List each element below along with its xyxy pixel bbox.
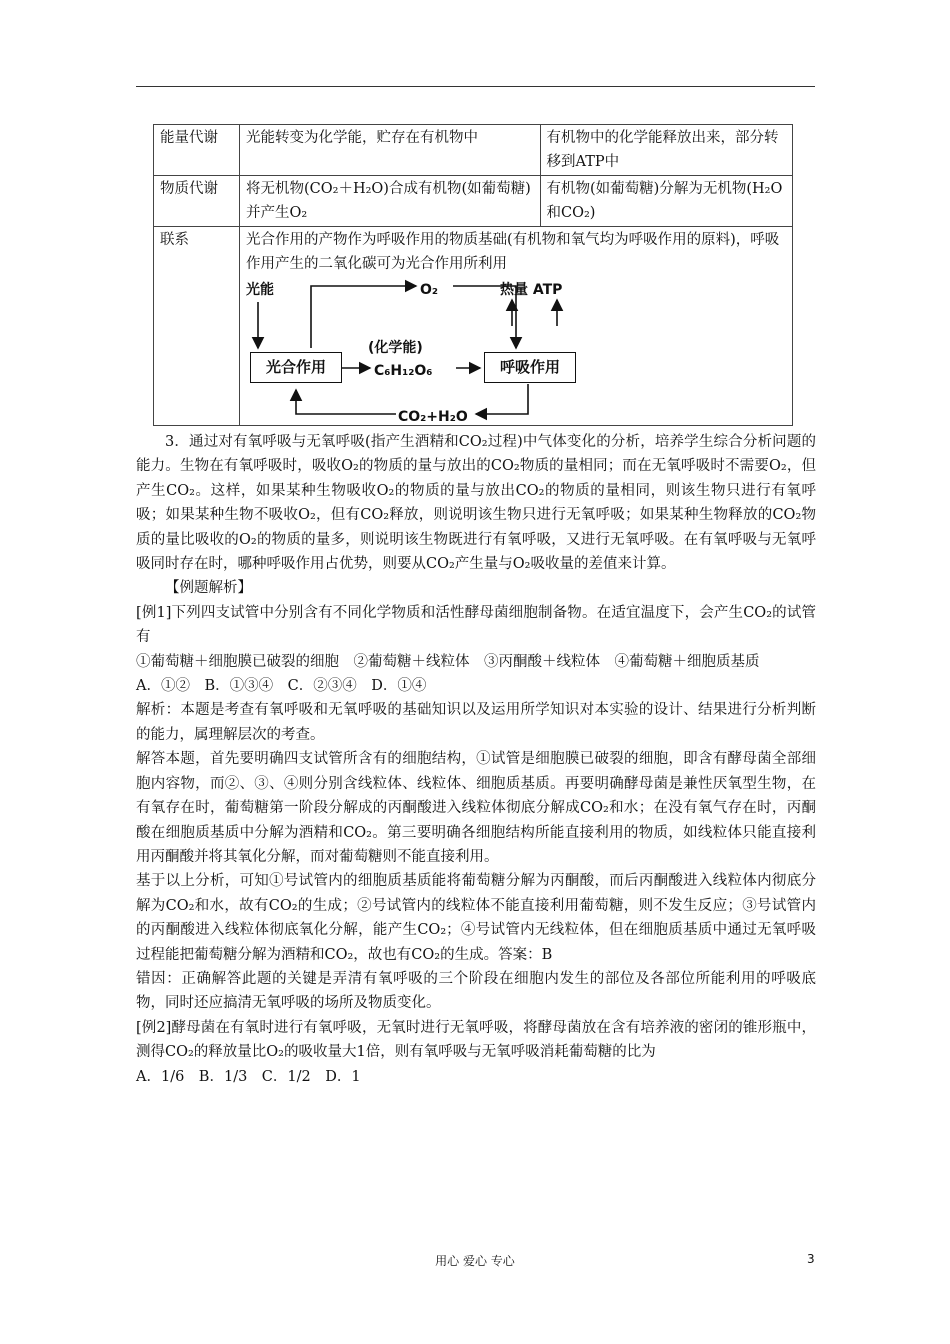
light-energy-label: 光能 xyxy=(246,282,274,298)
main-text xyxy=(136,430,816,1089)
photosynthesis-cell: 光能转变为化学能，贮存在有机物中 xyxy=(240,125,541,176)
paragraph: 3．通过对有氧呼吸与无氧呼吸(指产生酒精和CO₂过程)中气体变化的分析，培养学生综合分析问题的能力。生物在有氧呼吸时，吸收O₂的物质的量与放出的CO₂物质的量相同；而在无氧呼吸时不需要O₂，但产生CO₂。这样，如果某种生物吸收O₂的物质的量与放出CO₂的物质的量相同，则该生物只进行有氧呼吸；如果某种生物不吸收O₂，但有CO₂释放，则说明该生物只进行无氧呼吸；如果某种生物释放的CO₂物质的量比吸收的O₂的物质的量多，则说明该生物既进行有氧呼吸，又进行无氧呼吸。在有氧呼吸与无氧呼吸同时存在时，哪种呼吸作用占优势，则要从CO₂产生量与O₂吸收量的差值来计算。 xyxy=(136,434,816,573)
glucose-label: C₆H₁₂O₆ xyxy=(374,363,433,379)
row-label: 物质代谢 xyxy=(154,176,240,227)
respiration-cell: 有机物(如葡萄糖)分解为无机物(H₂O和CO₂) xyxy=(540,176,792,227)
section-heading: 【例题解析】 xyxy=(165,580,252,597)
respiration-box: 呼吸作用 xyxy=(484,352,576,383)
respiration-cell: 有机物中的化学能释放出来，部分转移到ATP中 xyxy=(540,125,792,176)
photosynthesis-respiration-diagram xyxy=(246,278,786,424)
comparison-table xyxy=(153,124,793,426)
analysis-paragraph: 解答本题，首先要明确四支试管所含有的细胞结构，①试管是细胞膜已破裂的细胞，即含有酵母菌全部细胞内容物，而②、③、④则分别含线粒体、线粒体、细胞质基质。再要明确酵母菌是兼性厌氧型生物，在有氧存在时，葡萄糖第一阶段分解成的丙酮酸进入线粒体彻底分解成CO₂和水；在没有氧气存在时，丙酮酸在细胞质基质中分解为酒精和CO₂。第三要明确各细胞结构所能直接利用的物质，如线粒体只能直接利用丙酮酸并将其氧化分解，而对葡萄糖则不能直接利用。 xyxy=(136,751,816,865)
question-1-options: A．①② B．①③④ C．②③④ D．①④ xyxy=(136,678,427,695)
table-row xyxy=(154,125,793,176)
relation-text: 光合作用的产物作为呼吸作用的物质基础(有机物和氧气均为呼吸作用的原料)，呼吸作用产生的二氧化碳可为光合作用所利用 xyxy=(246,232,780,272)
question-2-options: A．1/6 B．1/3 C．1/2 D．1 xyxy=(136,1068,361,1085)
table-row xyxy=(154,227,793,426)
photosynthesis-cell: 将无机物(CO₂＋H₂O)合成有机物(如葡萄糖)并产生O₂ xyxy=(240,176,541,227)
analysis-paragraph: 基于以上分析，可知①号试管内的细胞质基质能将葡萄糖分解为丙酮酸，而后丙酮酸进入线粒体内彻底分解为CO₂和水，故有CO₂的生成；②号试管内的线粒体不能直接利用葡萄糖，则不发生反应；③号试管内的丙酮酸进入线粒体彻底氧化分解，能产生CO₂；④号试管内无线粒体，但在细胞质基质中通过无氧呼吸过程能把葡萄糖分解为酒精和CO₂，故也有CO₂的生成。答案：B xyxy=(136,873,816,963)
question-1: [例1]下列四支试管中分别含有不同化学物质和活性酵母菌细胞制备物。在适宜温度下，会产生CO₂的试管有 xyxy=(136,604,816,646)
question-2: [例2]酵母菌在有氧时进行有氧呼吸，无氧时进行无氧呼吸，将酵母菌放在含有培养液的密闭的锥形瓶中，测得CO₂的释放量比O₂的吸收量大1倍，则有氧呼吸与无氧呼吸消耗葡萄糖的比为 xyxy=(136,1019,816,1061)
heat-atp-label: 热量 ATP xyxy=(500,282,563,298)
row-label: 联系 xyxy=(154,227,240,426)
co2-water-label: CO₂+H₂O xyxy=(398,409,468,425)
error-cause-paragraph: 错因：正确解答此题的关键是弄清有氧呼吸的三个阶段在细胞内发生的部位及各部位所能利用的呼吸底物，同时还应搞清无氧呼吸的场所及物质变化。 xyxy=(136,970,816,1012)
page-number: 3 xyxy=(807,1252,815,1266)
oxygen-label: O₂ xyxy=(420,282,439,298)
row-label: 能量代谢 xyxy=(154,125,240,176)
analysis-paragraph: 解析：本题是考查有氧呼吸和无氧呼吸的基础知识以及运用所学知识对本实验的设计、结果进行分析判断的能力，属理解层次的考查。 xyxy=(136,702,816,743)
footer-motto: 用心 爱心 专心 xyxy=(435,1254,515,1268)
header-rule xyxy=(136,86,815,87)
photosynthesis-box: 光合作用 xyxy=(250,352,342,383)
relation-cell xyxy=(240,227,793,426)
table-row xyxy=(154,176,793,227)
question-1-items: ①葡萄糖＋细胞膜已破裂的细胞 ②葡萄糖＋线粒体 ③丙酮酸＋线粒体 ④葡萄糖＋细胞质基质 xyxy=(136,653,760,670)
chemical-energy-label: (化学能) xyxy=(368,340,423,356)
